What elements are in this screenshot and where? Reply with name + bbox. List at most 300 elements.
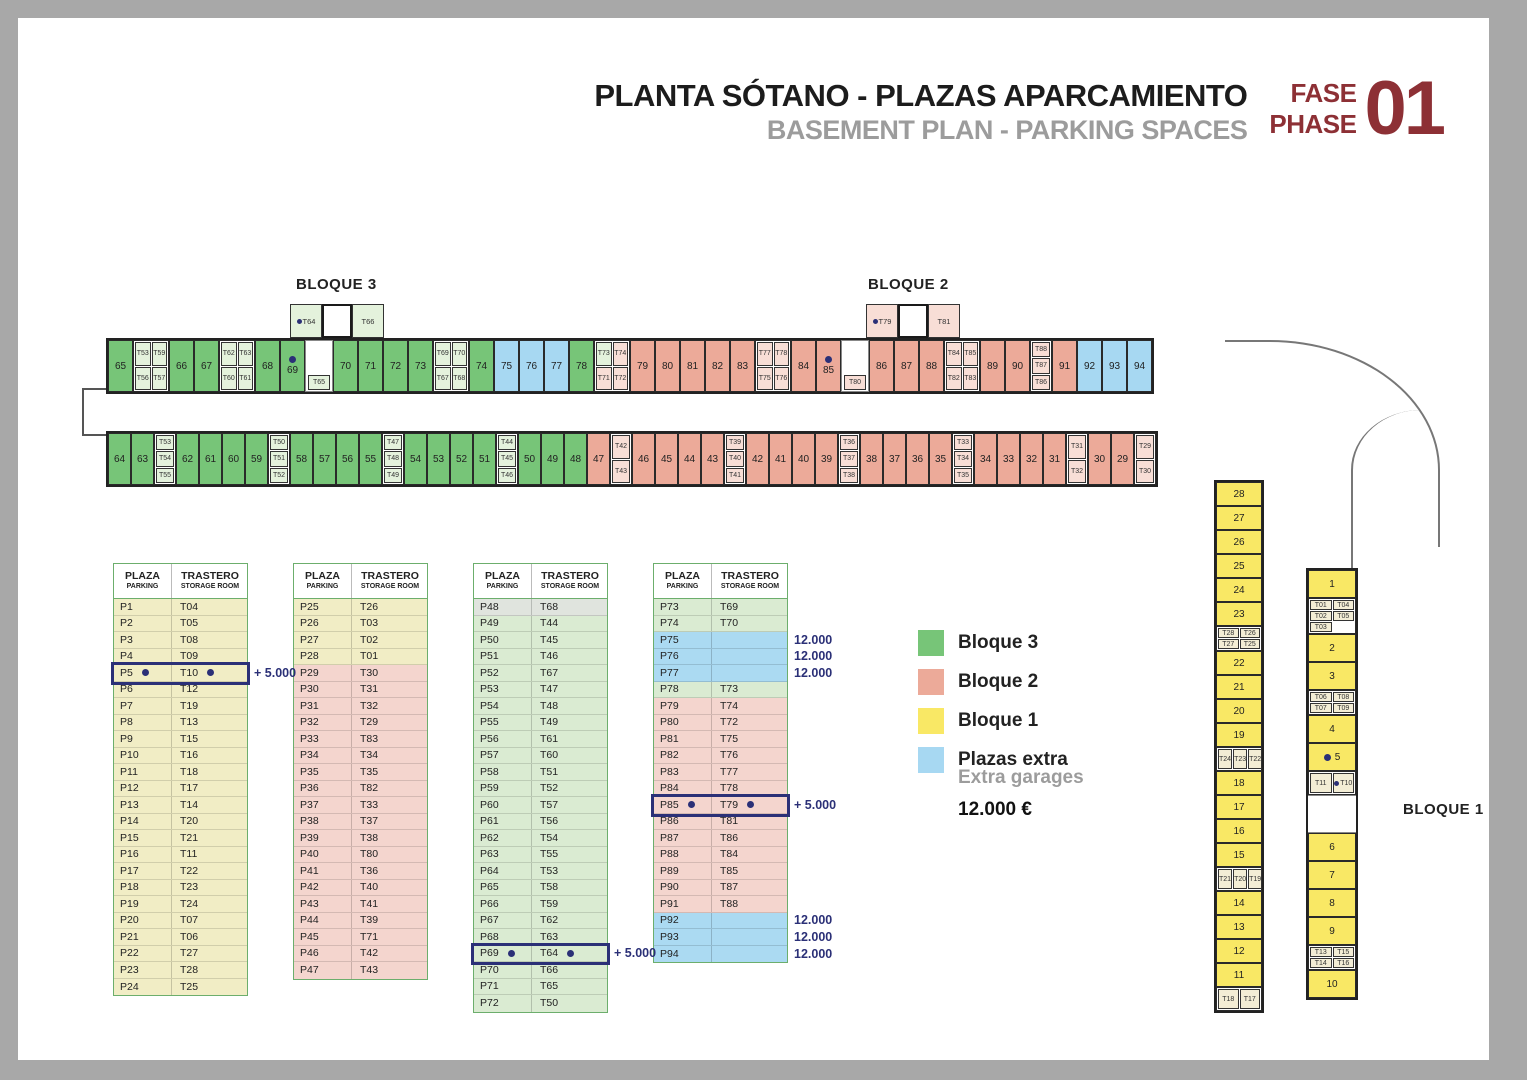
storage-cell-T10 — [1333, 773, 1355, 793]
trastero-column-header-subtitle: STORAGE ROOM — [540, 583, 600, 590]
trastero-value: T48 — [540, 699, 559, 712]
trastero-value: T63 — [540, 930, 559, 943]
table-row-P47 — [294, 962, 427, 979]
parking-stall-19 — [1216, 723, 1262, 747]
plaza-column-header — [114, 564, 171, 598]
trastero-cell — [171, 682, 247, 698]
plan-gap — [841, 340, 869, 392]
trastero-column-header-subtitle: STORAGE ROOM — [180, 583, 240, 590]
trastero-value: T53 — [540, 864, 559, 877]
trastero-value: T51 — [540, 765, 559, 778]
storage-cell-T66 — [352, 304, 384, 338]
trastero-cell — [171, 863, 247, 879]
trastero-value: T24 — [180, 897, 199, 910]
storage-cell-T13 — [1310, 947, 1332, 957]
plaza-column-header-title: PLAZA — [485, 570, 520, 582]
plan-gap — [1308, 795, 1356, 833]
storage-cell-label: T80 — [848, 379, 862, 386]
trastero-value: T62 — [540, 914, 559, 927]
plaza-value: P53 — [480, 683, 499, 696]
trastero-column-header — [351, 564, 428, 598]
trastero-value: T15 — [180, 732, 199, 745]
parking-stall-17 — [1216, 795, 1262, 819]
trastero-cell — [351, 896, 427, 912]
plaza-cell — [654, 667, 711, 679]
storage-cell-T31 — [1068, 435, 1086, 459]
trastero-cell — [531, 830, 607, 846]
plaza-cell — [294, 964, 351, 976]
occupied-dot — [508, 950, 515, 957]
plaza-value: P64 — [480, 864, 499, 877]
plaza-value: P21 — [120, 930, 139, 943]
storage-cell-T08 — [1333, 692, 1355, 702]
storage-cell-T04 — [1333, 600, 1355, 610]
storage-cell-T39 — [726, 435, 744, 450]
parking-stall-86 — [869, 340, 894, 392]
trastero-cell — [711, 599, 787, 615]
stall-number: 9 — [1329, 925, 1335, 937]
plaza-value: P91 — [660, 897, 679, 910]
trastero-value: T58 — [540, 881, 559, 894]
parking-stall-20 — [1216, 699, 1262, 723]
plaza-value: P79 — [660, 699, 679, 712]
trastero-value: T13 — [180, 716, 199, 729]
stall-number: 33 — [1002, 453, 1015, 465]
table-row-P21 — [114, 929, 247, 946]
stall-number: 65 — [114, 360, 127, 372]
trastero-value: T11 — [180, 848, 198, 861]
trastero-value: T05 — [180, 617, 199, 630]
storage-cell-T76 — [774, 367, 790, 391]
legend-label: Bloque 2 — [958, 671, 1039, 692]
trastero-cell — [171, 929, 247, 945]
storage-cell-label: T06 — [1314, 693, 1327, 701]
trastero-value: T86 — [720, 831, 739, 844]
parking-stall-21 — [1216, 675, 1262, 699]
plaza-value: P29 — [300, 666, 319, 679]
legend — [918, 630, 1084, 821]
stall-number: 73 — [414, 360, 427, 372]
trastero-cell — [711, 946, 787, 963]
stall-number: 82 — [711, 360, 724, 372]
stall-number: 60 — [227, 453, 240, 465]
plaza-cell — [114, 700, 171, 712]
plaza-value: P35 — [300, 765, 319, 778]
table-row-P70 — [474, 962, 607, 979]
stall-number: 54 — [409, 453, 422, 465]
parking-stall-92 — [1077, 340, 1102, 392]
storage-cell-T15 — [1333, 947, 1355, 957]
parking-stall-68 — [255, 340, 280, 392]
trastero-cell — [711, 896, 787, 912]
trastero-value: T55 — [540, 848, 559, 861]
stall-number: 79 — [636, 360, 649, 372]
plaza-cell — [654, 931, 711, 943]
storage-cluster — [755, 340, 791, 392]
parking-column-left — [1214, 480, 1264, 1013]
plaza-value: P30 — [300, 683, 319, 696]
stall-number: 19 — [1233, 729, 1245, 741]
storage-cell-label: T69 — [436, 350, 449, 358]
plaza-column-header-title: PLAZA — [665, 570, 700, 582]
plaza-value: P6 — [120, 683, 133, 696]
price-note: 12.000 — [794, 946, 833, 961]
trastero-value: T54 — [540, 831, 559, 844]
parking-strip-bottom — [106, 431, 1158, 487]
table-row-P88 — [654, 847, 787, 864]
storage-cell-label: T16 — [1337, 959, 1350, 967]
storage-cell-T06 — [1310, 692, 1332, 702]
storage-cell-label: T78 — [775, 350, 788, 358]
occupied-dot — [567, 950, 574, 957]
storage-cell-label: T04 — [1337, 601, 1350, 609]
plaza-cell — [114, 617, 171, 629]
storage-cell-label: T23 — [1234, 755, 1247, 763]
trastero-cell — [171, 797, 247, 813]
trastero-cell — [531, 797, 607, 813]
table-row-P84 — [654, 781, 787, 798]
storage-cell-label: T52 — [272, 471, 286, 479]
stall-number: 17 — [1233, 801, 1245, 813]
stall-number: 40 — [797, 453, 810, 465]
trastero-value: T61 — [540, 732, 559, 745]
storage-cell-T11 — [1310, 773, 1332, 793]
plaza-value: P71 — [480, 980, 499, 993]
storage-cell-label: T41 — [728, 471, 742, 479]
trastero-column-header-title: TRASTERO — [541, 570, 599, 582]
trastero-value: T20 — [180, 815, 199, 828]
table-row-P29 — [294, 665, 427, 682]
table-header — [474, 564, 607, 599]
storage-cell-label: T32 — [1070, 467, 1084, 475]
plaza-cell — [294, 898, 351, 910]
table-row-P89 — [654, 863, 787, 880]
table-row-P32 — [294, 715, 427, 732]
plaza-value: P28 — [300, 650, 319, 663]
table-row-P23 — [114, 962, 247, 979]
storage-cell-T67 — [435, 367, 451, 391]
parking-stall-49 — [541, 433, 564, 485]
storage-cell-T16 — [1333, 958, 1355, 968]
plaza-cell — [294, 667, 351, 679]
plaza-cell — [474, 799, 531, 811]
trastero-cell — [351, 764, 427, 780]
trastero-cell — [531, 863, 607, 879]
stall-number: 83 — [736, 360, 749, 372]
storage-cell-label: T47 — [386, 439, 400, 447]
storage-cluster — [1216, 987, 1262, 1011]
stall-number: 15 — [1233, 849, 1245, 861]
stall-number: 6 — [1329, 841, 1335, 853]
plaza-cell — [654, 881, 711, 893]
plaza-cell — [474, 997, 531, 1009]
stall-number: 2 — [1329, 642, 1335, 654]
table-row-P35 — [294, 764, 427, 781]
trastero-value: T08 — [180, 633, 199, 646]
trastero-value: T78 — [720, 782, 739, 795]
storage-cell-T72 — [613, 367, 629, 391]
plaza-value: P92 — [660, 914, 679, 927]
trastero-value: T82 — [360, 782, 379, 795]
trastero-cell — [531, 962, 607, 978]
storage-cell-T42 — [612, 435, 630, 459]
stall-number: 75 — [500, 360, 513, 372]
trastero-cell — [351, 913, 427, 929]
trastero-value: T57 — [540, 798, 559, 811]
trastero-column-header-title: TRASTERO — [181, 570, 239, 582]
plaza-value: P9 — [120, 732, 133, 745]
trastero-value: T16 — [180, 749, 199, 762]
stall-number: 66 — [175, 360, 188, 372]
storage-cell-T56 — [135, 367, 151, 391]
table-row-P56 — [474, 731, 607, 748]
plaza-column-header-title: PLAZA — [305, 570, 340, 582]
stall-number: 13 — [1233, 921, 1245, 933]
plaza-cell — [654, 948, 711, 960]
trastero-cell — [171, 962, 247, 978]
trastero-value: T44 — [540, 617, 559, 630]
parking-stall-80 — [655, 340, 680, 392]
stall-number: 31 — [1048, 453, 1061, 465]
stall-number: 70 — [339, 360, 352, 372]
trastero-column-header — [531, 564, 608, 598]
table-row-P2 — [114, 616, 247, 633]
storage-cell-T33 — [954, 435, 972, 450]
parking-stall-81 — [680, 340, 705, 392]
trastero-cell — [351, 946, 427, 962]
storage-cluster — [1216, 747, 1262, 771]
stall-number: 11 — [1233, 969, 1245, 981]
plaza-value: P58 — [480, 765, 499, 778]
table-row-P64 — [474, 863, 607, 880]
stall-number: 89 — [986, 360, 999, 372]
trastero-value: T80 — [360, 848, 379, 861]
plaza-value: P69 — [480, 947, 499, 960]
legend-label: Bloque 1 — [958, 710, 1039, 731]
plaza-cell — [474, 914, 531, 926]
storage-cluster — [1308, 771, 1356, 795]
storage-cell-label: T19 — [1249, 875, 1262, 883]
plaza-cell — [654, 782, 711, 794]
trastero-value: T17 — [180, 782, 199, 795]
stall-number: 14 — [1233, 897, 1245, 909]
parking-stall-32 — [1020, 433, 1043, 485]
plaza-value: P87 — [660, 831, 679, 844]
storage-cell-T21 — [1218, 869, 1232, 889]
plaza-value: P51 — [480, 650, 499, 663]
trastero-cell — [531, 748, 607, 764]
table-row-P72 — [474, 995, 607, 1012]
storage-cell-label: T34 — [956, 455, 970, 463]
parking-stall-14 — [1216, 891, 1262, 915]
table-row-P10 — [114, 748, 247, 765]
trastero-value: T45 — [540, 633, 559, 646]
stall-number: 71 — [364, 360, 377, 372]
table-row-P31 — [294, 698, 427, 715]
stall-number: 44 — [683, 453, 696, 465]
storage-cell-label: T05 — [1337, 612, 1350, 620]
plaza-cell — [474, 865, 531, 877]
table-row-P43 — [294, 896, 427, 913]
table-header — [654, 564, 787, 599]
trastero-cell — [351, 649, 427, 665]
plaza-value: P5 — [120, 666, 133, 679]
parking-stall-30 — [1088, 433, 1111, 485]
parking-stall-10 — [1308, 970, 1356, 998]
storage-cell-label: T45 — [500, 455, 514, 463]
stall-number: 12 — [1233, 945, 1245, 957]
parking-stall-6 — [1308, 833, 1356, 861]
table-row-P52 — [474, 665, 607, 682]
trastero-value: T18 — [180, 765, 199, 778]
trastero-value: T49 — [540, 716, 559, 729]
storage-cell-label: T57 — [153, 374, 166, 382]
storage-cell-label: T10 — [1340, 779, 1353, 787]
trastero-cell — [351, 880, 427, 896]
storage-cluster — [154, 433, 176, 485]
trastero-cell — [171, 616, 247, 632]
stall-number: 52 — [455, 453, 468, 465]
plaza-cell — [114, 749, 171, 761]
plaza-cell — [114, 832, 171, 844]
parking-stall-7 — [1308, 861, 1356, 889]
trastero-value: T21 — [180, 831, 199, 844]
plaza-cell — [654, 749, 711, 761]
storage-cell-label: T43 — [614, 467, 628, 475]
storage-cell-label: T42 — [614, 443, 628, 451]
table-row-P15 — [114, 830, 247, 847]
stall-number: 41 — [774, 453, 787, 465]
parking-table-3 — [473, 563, 657, 1013]
occupied-dot — [207, 669, 214, 676]
plaza-value: P46 — [300, 947, 319, 960]
occupied-dot — [1334, 781, 1339, 786]
plaza-value: P84 — [660, 782, 679, 795]
plaza-cell — [474, 964, 531, 976]
stall-number: 78 — [575, 360, 588, 372]
storage-cell-T38 — [840, 468, 858, 483]
parking-stall-37 — [883, 433, 906, 485]
price-note: 12.000 — [794, 632, 833, 647]
storage-cluster — [382, 433, 404, 485]
stall-number: 61 — [204, 453, 217, 465]
legend-item-bloque1 — [918, 708, 1084, 734]
storage-cell-T68 — [452, 367, 468, 391]
parking-stall-60 — [222, 433, 245, 485]
storage-cell-T88 — [1032, 342, 1050, 357]
stair-shaft — [898, 304, 928, 338]
storage-cell-T57 — [152, 367, 168, 391]
plaza-cell — [654, 766, 711, 778]
trastero-cell — [711, 880, 787, 896]
plaza-value: P31 — [300, 699, 319, 712]
table-row-P41 — [294, 863, 427, 880]
plaza-cell — [114, 650, 171, 662]
parking-stall-65 — [108, 340, 133, 392]
table-row-P24 — [114, 979, 247, 996]
storage-cell-label: T76 — [775, 374, 788, 382]
trastero-value: T38 — [360, 831, 379, 844]
plaza-cell — [474, 832, 531, 844]
trastero-cell — [351, 929, 427, 945]
stair-shaft — [322, 304, 352, 338]
plaza-value: P13 — [120, 798, 139, 811]
parking-stall-39 — [815, 433, 838, 485]
plaza-value: P17 — [120, 864, 139, 877]
trastero-cell — [711, 748, 787, 764]
plaza-cell — [114, 964, 171, 976]
trastero-cell — [531, 649, 607, 665]
plaza-value: P40 — [300, 848, 319, 861]
bloque2-swatch — [918, 669, 944, 695]
stall-number: 28 — [1233, 488, 1245, 500]
table-row-P46 — [294, 946, 427, 963]
plaza-value: P65 — [480, 881, 499, 894]
parking-stall-63 — [131, 433, 154, 485]
plaza-cell — [114, 981, 171, 993]
trastero-value: T79 — [720, 798, 739, 811]
storage-cell-T02 — [1310, 611, 1332, 621]
trastero-value: T27 — [180, 947, 199, 960]
table-row-P79 — [654, 698, 787, 715]
storage-cell-T84 — [946, 342, 962, 366]
plaza-cell — [474, 634, 531, 646]
trastero-column-header — [711, 564, 788, 598]
bloque3-stair-core — [290, 304, 384, 338]
table-row-P11 — [114, 764, 247, 781]
storage-cluster — [1066, 433, 1088, 485]
stall-number: 91 — [1058, 360, 1071, 372]
storage-cell-T63 — [238, 342, 254, 366]
trastero-cell — [531, 616, 607, 632]
table-row-P49 — [474, 616, 607, 633]
table-row-P61 — [474, 814, 607, 831]
parking-stall-35 — [929, 433, 952, 485]
parking-stall-73 — [408, 340, 433, 392]
phase-label-es: FASE — [1290, 78, 1357, 108]
plaza-value: P45 — [300, 930, 319, 943]
stall-number: 10 — [1326, 978, 1338, 990]
trastero-cell — [351, 847, 427, 863]
table-row-P76 — [654, 649, 833, 666]
table-row-P94 — [654, 946, 833, 963]
plaza-cell — [474, 931, 531, 943]
plaza-value: P61 — [480, 815, 499, 828]
trastero-value: T06 — [180, 930, 199, 943]
trastero-value: T34 — [360, 749, 379, 762]
occupied-dot — [289, 356, 296, 363]
trastero-cell — [171, 764, 247, 780]
plaza-value: P83 — [660, 765, 679, 778]
trastero-cell — [711, 863, 787, 879]
plaza-value: P3 — [120, 633, 133, 646]
stall-number: 86 — [875, 360, 888, 372]
plaza-cell — [294, 634, 351, 646]
storage-cell-label: T49 — [386, 471, 400, 479]
phase-labels — [1269, 78, 1356, 140]
storage-cell-label: T07 — [1314, 704, 1327, 712]
trastero-cell — [711, 797, 787, 813]
trastero-cell — [171, 913, 247, 929]
plaza-cell — [654, 898, 711, 910]
plaza-value: P15 — [120, 831, 139, 844]
trastero-column-header-title: TRASTERO — [361, 570, 419, 582]
phase-block — [1269, 66, 1443, 151]
plaza-cell — [114, 667, 171, 679]
storage-cell-label: T02 — [1314, 612, 1327, 620]
table-row-P26 — [294, 616, 427, 633]
stall-number: 32 — [1025, 453, 1038, 465]
